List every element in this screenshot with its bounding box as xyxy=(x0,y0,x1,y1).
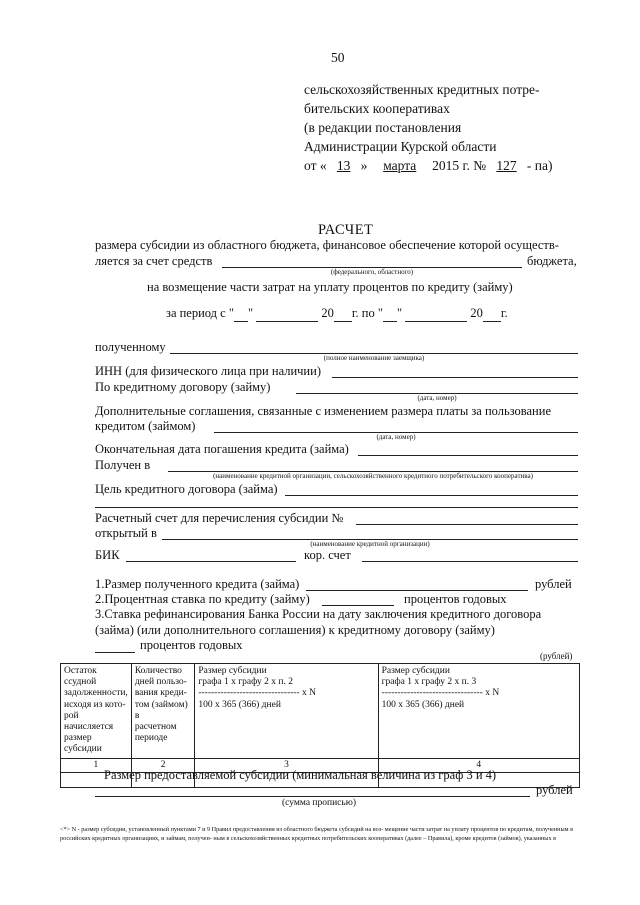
period-prefix: за период с " xyxy=(166,306,234,320)
item-1-unit: рублей xyxy=(535,577,572,591)
col-1-line: Остаток ссудной xyxy=(64,666,97,688)
period-year-suffix: г. xyxy=(500,306,508,320)
additional-caption: (дата, номер) xyxy=(376,433,416,441)
date-prefix: от « xyxy=(304,158,327,173)
col-3-line: Размер субсидии xyxy=(198,666,267,676)
col-1-header xyxy=(61,664,132,759)
period-line xyxy=(166,306,508,322)
date-month: марта xyxy=(383,158,417,173)
result-caption: (сумма прописью) xyxy=(282,798,356,808)
bik-label: БИК xyxy=(95,548,120,562)
date-day: 13 xyxy=(336,158,351,173)
col-number-1: 1 xyxy=(61,758,132,772)
header-date-line xyxy=(304,158,552,174)
period-quote-2: " xyxy=(396,306,403,320)
purpose-field-line-2[interactable] xyxy=(95,507,578,508)
col-1-line: задолженности, xyxy=(64,688,128,699)
contract-caption: (дата, номер) xyxy=(417,394,457,402)
header-line-2: бительских кооперативах xyxy=(304,101,450,116)
item-2-label: 2.Процентная ставка по кредиту (займу) xyxy=(95,592,310,606)
final-date-field[interactable] xyxy=(358,455,578,456)
col-number-3: 3 xyxy=(195,758,378,772)
subtitle-line-2: ляется за счет средств xyxy=(95,254,213,268)
result-unit: рублей xyxy=(536,783,573,797)
header-line-4: Администрации Курской области xyxy=(304,139,497,154)
col-1-line: исходя из кото- xyxy=(64,699,126,710)
period-start-day-field[interactable] xyxy=(234,306,248,322)
col-3-line: 100 х 365 (366) дней xyxy=(198,699,281,710)
subtitle-line-2-end: бюджета, xyxy=(527,254,577,268)
period-start-year-field[interactable] xyxy=(334,306,352,322)
subtitle-line-1: размера субсидии из областного бюджета, финансовое обеспечение которой осуществ- xyxy=(95,238,559,252)
result-label: Размер предоставляемой субсидии (минимальная величина из граф 3 и 4) xyxy=(104,768,497,782)
period-end-month-field[interactable] xyxy=(405,306,467,322)
loan-amount-field[interactable] xyxy=(306,590,528,591)
col-3-header xyxy=(195,664,378,759)
page-number: 50 xyxy=(331,50,345,65)
additional-label-2: кредитом (займом) xyxy=(95,419,196,433)
opened-in-label: открытый в xyxy=(95,526,157,540)
col-2-line: расчетном xyxy=(134,722,177,733)
received-in-label: Получен в xyxy=(95,458,151,472)
bik-field[interactable] xyxy=(126,561,296,562)
date-suffix: - па) xyxy=(526,158,553,173)
col-3-line: графа 1 х графу 2 х п. 2 xyxy=(198,677,293,688)
item-3-line-1: 3.Ставка рефинансирования Банка России на дату заключения кредитного договора xyxy=(95,607,542,621)
header-line-1: сельскохозяйственных кредитных потре- xyxy=(304,82,540,97)
subtitle-line-3: на возмещение части затрат на уплату процентов по кредиту (займу) xyxy=(147,280,513,294)
date-number: 127 xyxy=(496,158,517,173)
period-year-1: 20 xyxy=(321,306,334,320)
col-2-line: дней пользо- xyxy=(134,677,187,688)
col-1-line: рой начисляется xyxy=(64,710,114,733)
item-1-label: 1.Размер полученного кредита (займа) xyxy=(95,577,300,591)
date-year: 2015 г. № xyxy=(432,158,487,173)
col-4-line: 100 х 365 (366) дней xyxy=(381,699,465,710)
col-2-line: том (займом) в xyxy=(134,699,188,721)
account-label: Расчетный счет для перечисления субсидии № xyxy=(95,511,344,525)
period-start-month-field[interactable] xyxy=(256,306,318,322)
purpose-field[interactable] xyxy=(285,495,578,496)
period-quote-1: " xyxy=(247,306,254,320)
contract-label: По кредитному договору (займу) xyxy=(95,380,271,394)
received-label: полученному xyxy=(95,340,166,354)
col-3-line: -------------------------------- х N xyxy=(198,688,316,699)
col-number-2: 2 xyxy=(131,758,195,772)
date-mid: » xyxy=(360,158,368,173)
additional-label-1: Дополнительные соглашения, связанные с изменением размера платы за пользование xyxy=(95,404,551,418)
borrower-name-caption: (полное наименование заемщика) xyxy=(323,354,425,362)
col-2-line: Количество xyxy=(134,666,182,676)
inn-field[interactable] xyxy=(332,377,578,378)
col-2-line: периоде xyxy=(134,733,168,744)
col-4-line: графа 1 х графу 2 х п. 3 xyxy=(381,677,477,688)
table-unit: (рублей) xyxy=(540,651,573,661)
budget-source-caption: (федерального, областного) xyxy=(330,268,414,276)
corr-account-field[interactable] xyxy=(362,561,578,562)
refinancing-rate-field[interactable] xyxy=(95,652,135,653)
table-header-row xyxy=(61,664,580,759)
col-4-line: -------------------------------- х N xyxy=(381,688,500,699)
purpose-label: Цель кредитного договора (займа) xyxy=(95,482,278,496)
received-in-caption: (наименование кредитной организации, сельскохозяйственного кредитного потребительского кооператива) xyxy=(213,472,533,480)
inn-label: ИНН (для физического лица при наличии) xyxy=(95,364,321,378)
result-amount-field[interactable] xyxy=(95,796,530,797)
final-date-label: Окончательная дата погашения кредита (займа) xyxy=(95,442,349,456)
interest-rate-field[interactable] xyxy=(322,605,394,606)
col-4-line: Размер субсидии xyxy=(381,666,450,676)
header-line-3: (в редакции постановления xyxy=(304,120,462,135)
col-number-4: 4 xyxy=(378,758,579,772)
corr-account-label: кор. счет xyxy=(304,548,351,562)
item-3-line-2: (займа) (или дополнительного соглашения) к кредитному договору (займу) xyxy=(95,623,495,637)
col-4-header xyxy=(378,664,579,759)
col-1-line: размер субсидии xyxy=(64,733,102,755)
period-year-2: 20 xyxy=(470,306,483,320)
period-to: г. по " xyxy=(351,306,383,320)
item-3-line-3: процентов годовых xyxy=(140,638,243,652)
col-2-header xyxy=(131,664,195,759)
footnote: <*> N - размер субсидии, установленный пунктами 7 и 9 Правил предоставления из областного бюджета субсидий на воз- мещение части затрат на уплату процентов по кредитам, полученным в российских кредитных организациях, и займам, получен- ным в сельскохозяйственных кредитных потребительских кооперативах (далее – Правила), кроме кредитов (займов), указанных в xyxy=(60,826,574,842)
col-2-line: вания креди- xyxy=(134,688,187,699)
document-title: РАСЧЕТ xyxy=(318,222,374,238)
opened-in-caption: (наименование кредитной организации) xyxy=(310,540,430,548)
period-end-year-field[interactable] xyxy=(483,306,501,322)
period-end-day-field[interactable] xyxy=(383,306,397,322)
account-number-field[interactable] xyxy=(356,524,578,525)
item-2-unit: процентов годовых xyxy=(404,592,507,606)
